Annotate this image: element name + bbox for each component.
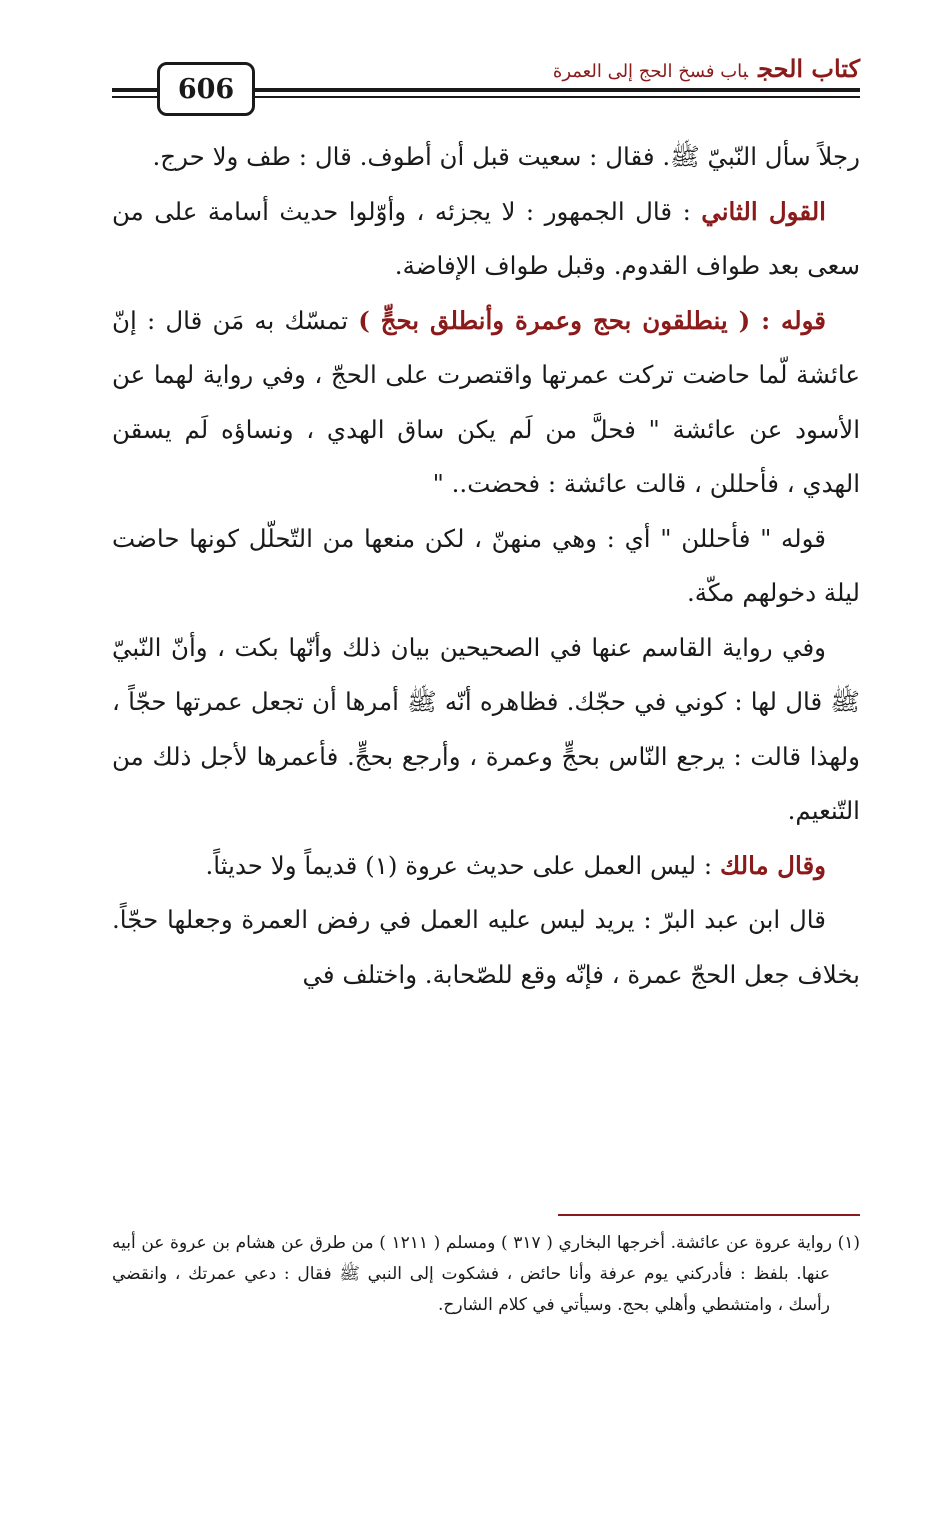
paragraph-4: قوله " فأحللن " أي : وهي منهنّ ، لكن منعها من التّحلّل كونها حاضت ليلة دخولهم مكّة. bbox=[112, 523, 860, 607]
page-header bbox=[112, 52, 860, 122]
paragraph-6-label: وقال مالك bbox=[719, 850, 826, 880]
paragraph-2-text: : قال الجمهور : لا يجزئه ، وأوّلوا حديث أسامة على من سعى بعد طواف القدوم. وقبل طواف الإفاضة. bbox=[112, 196, 860, 280]
paragraph-5: وفي رواية القاسم عنها في الصحيحين بيان ذلك وأنّها بكت ، وأنّ النّبيّ ﷺ قال لها : كوني في حجّك. فظاهره أنّه ﷺ أمرها أن تجعل عمرتها حجّاً ، ولهذا قالت : يرجع النّاس بحجٍّ وعمرة ، وأرجع بحجٍّ. فأعمرها لأجل ذلك من التّنعيم. bbox=[112, 632, 860, 825]
paragraph-1: رجلاً سأل النّبيّ ﷺ. فقال : سعيت قبل أن أطوف. قال : طف ولا حرج. bbox=[152, 142, 860, 171]
paragraph-2 bbox=[112, 185, 860, 294]
paragraph-3-text: تمسّك به مَن قال : إنّ عائشة لّما حاضت تركت عمرتها واقتصرت على الحجّ ، وفي رواية لهما عن الأسود عن عائشة " فحلَّ من لَم يكن ساق الهدي ، ونساؤه لَم يسقن الهدي ، فأحللن ، قالت عائشة : فحضت.. " bbox=[112, 305, 860, 498]
main-text bbox=[112, 130, 860, 1002]
chapter-title: باب فسخ الحج إلى العمرة bbox=[552, 61, 749, 82]
paragraph-3 bbox=[112, 294, 860, 512]
header-titles bbox=[553, 52, 860, 89]
footnote-1: (١) رواية عروة عن عائشة. أخرجها البخاري ( ٣١٧ ) ومسلم ( ١٢١١ ) من طرق عن هشام بن عروة عن أبيه عنها. بلفظ : فأدركني يوم عرفة وأنا حائض ، فشكوت إلى النبي ﷺ فقال : دعي عمرتك ، وانقضي رأسك ، وامتشطي وأهلي بحج. وسيأتي في كلام الشارح. bbox=[112, 1233, 860, 1315]
footnotes bbox=[112, 1228, 860, 1321]
paragraph-3-label: قوله : ( ينطلقون بحج وعمرة وأنطلق بحجٍّ ) bbox=[358, 305, 826, 335]
paragraph-7: قال ابن عبد البرّ : يريد ليس عليه العمل في رفض العمرة وجعلها حجّاً. بخلاف جعل الحجّ عمرة ، فإنّه وقع للصّحابة. واختلف في bbox=[112, 905, 860, 989]
paragraph-2-label: القول الثاني bbox=[701, 196, 826, 226]
footnote-separator bbox=[558, 1214, 860, 1216]
paragraph-6 bbox=[112, 839, 860, 894]
book-title: كتاب الحج bbox=[758, 54, 860, 83]
page-number: 606 bbox=[157, 62, 255, 116]
paragraph-6-text: : ليس العمل على حديث عروة (١) قديماً ولا حديثاً. bbox=[205, 850, 720, 880]
